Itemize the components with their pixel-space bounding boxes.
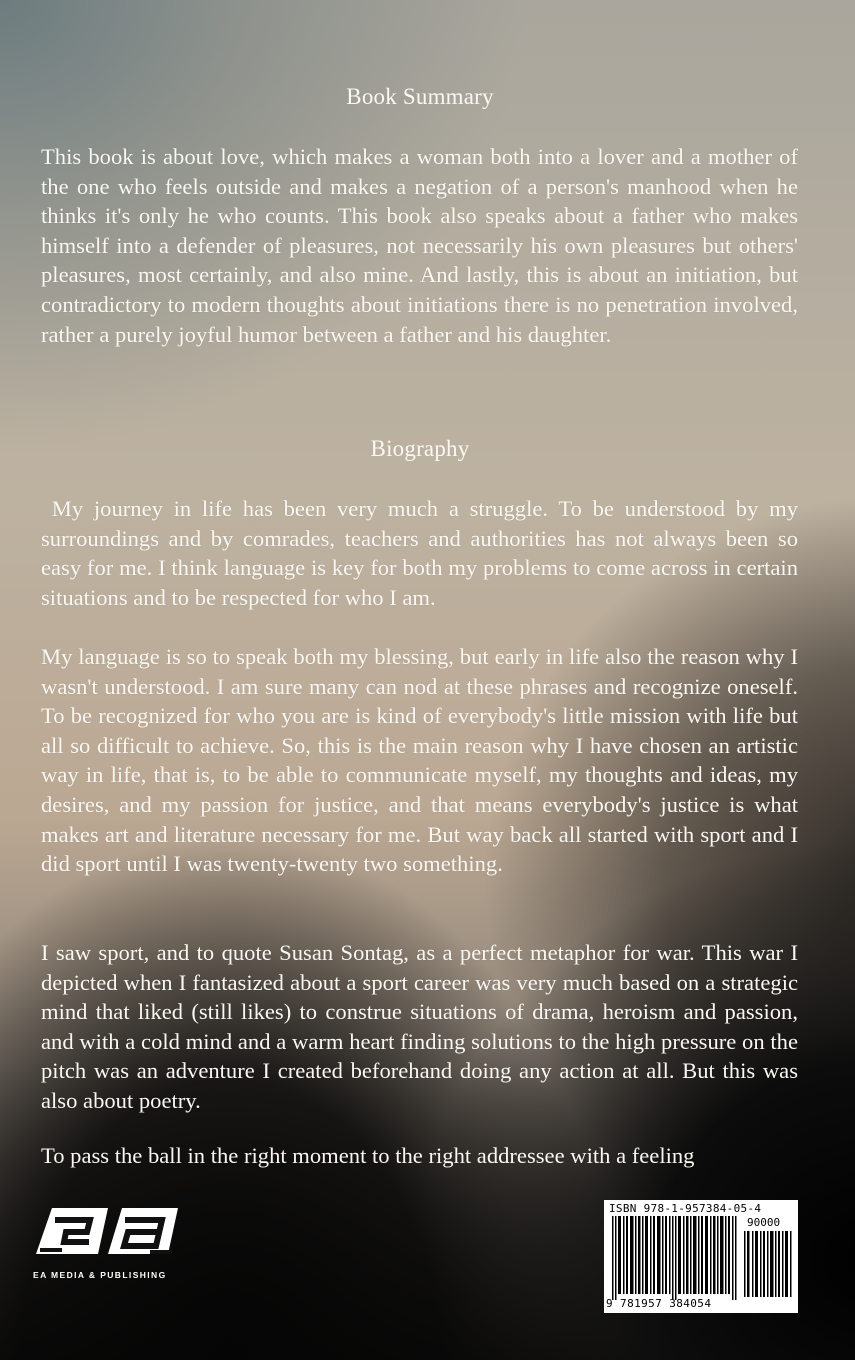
biography-paragraph-2: My language is so to speak both my blessing, but early in life also the reason why I wasn't understood. I am sure many can nod at these phrases and recognize oneself. To be recognized for who you are is kind of everybody's little mission with life but all so difficult to achieve. So, this is the main reason why I have chosen an artistic way in life, that is, to be able to communicate myself, my thoughts and ideas, my desires, and my passion for justice, and that means everybody's justice is what makes art and literature necessary for me. But way back all started with sport and I did sport until I was twenty-twenty two something.: [41, 644, 798, 877]
isbn-number: ISBN 978-1-957384-05-4: [609, 1202, 762, 1215]
biography-paragraph-4: To pass the ball in the right moment to the right addressee with a feeling: [41, 1143, 695, 1168]
ea-logo-icon: [30, 1200, 190, 1270]
publisher-name: EA MEDIA & PUBLISHING: [33, 1270, 167, 1280]
ean-digits: 9 781957 384054: [606, 1297, 712, 1310]
summary-text: This book is about love, which makes a woman both into a lover and a mother of the one who feels outside and makes a negation of a person's manhood when he thinks it's only he who counts. This book also speaks about a father who makes himself into a defender of pleasures, not necessarily his own pleasures but others' pleasures, most certainly, and also mine. And lastly, this is about an initiation, but contradictory to modern thoughts about initiations there is no penetration involved, rather a purely joyful humor between a father and his daughter.: [41, 144, 798, 347]
biography-paragraph-1: My journey in life has been very much a struggle. To be understood by my surroundings and by comrades, teachers and authorities has not always been so easy for me. I think language is key for both my problems to come across in certain situations and to be respected for who I am.: [41, 496, 804, 610]
price-code: 90000: [747, 1216, 781, 1229]
summary-heading: Book Summary: [346, 84, 494, 109]
isbn-barcode: [604, 1200, 798, 1313]
biography-heading: Biography: [370, 436, 470, 461]
biography-paragraph-3: I saw sport, and to quote Susan Sontag, as a perfect metaphor for war. This war I depicted when I fantasized about a sport career was very much based on a strategic mind that liked (still likes) to construe situations of drama, heroism and passion, and with a cold mind and a warm heart finding solutions to the high pressure on the pitch was an adventure I created beforehand doing any action at all. But this was also about poetry.: [41, 940, 798, 1113]
ean-barcode-bars: [612, 1216, 740, 1300]
addon-barcode-bars: [744, 1231, 792, 1297]
